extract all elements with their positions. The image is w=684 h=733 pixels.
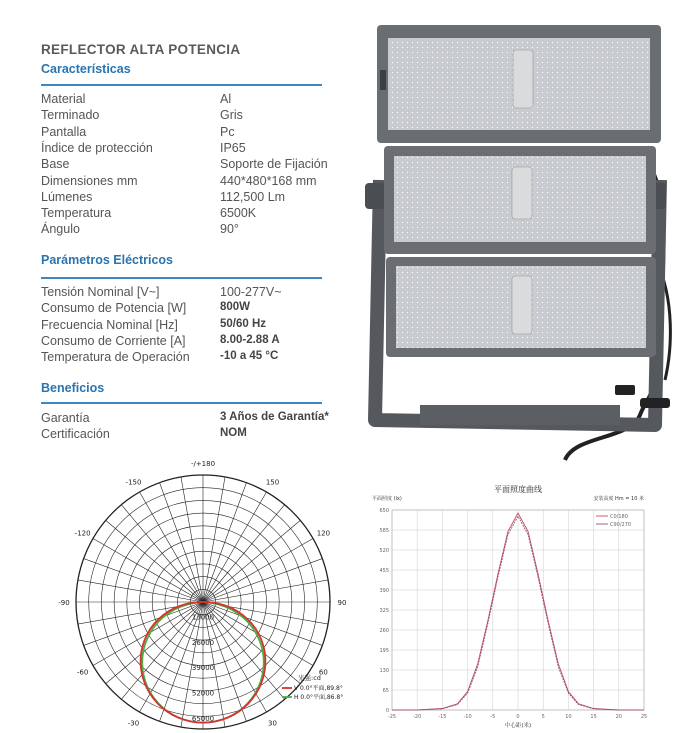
illum-ytick: 585 (379, 528, 389, 534)
polar-angle-label: 120 (316, 529, 331, 538)
illum-ylabel: 平面照度 (lx) (372, 496, 402, 502)
illum-xtick: -15 (438, 714, 447, 720)
illum-xtick: 5 (541, 714, 545, 720)
section-heading-beneficios: Beneficios (41, 381, 105, 395)
illum-xlabel: 中心距(米) (504, 723, 532, 729)
illum-ytick: 195 (379, 648, 389, 654)
polar-angle-label: 30 (268, 719, 277, 728)
spec-row (41, 301, 341, 317)
illum-xtick: -25 (387, 714, 397, 720)
spec-label: Dimensiones mm (41, 173, 138, 188)
spec-label: Tensión Nominal [V~] (41, 285, 160, 299)
polar-angle-label: -60 (76, 668, 89, 677)
illum-ytick: 455 (379, 568, 389, 574)
illum-xtick: -20 (413, 714, 422, 720)
spec-label: Consumo de Potencia [W] (41, 301, 187, 316)
spec-value: Al (220, 92, 232, 106)
illum-note: 安装高度 Hm = 10 米 (593, 496, 644, 502)
illum-xtick: 10 (565, 714, 572, 720)
illum-xtick: 20 (615, 714, 622, 720)
spec-label: Pantalla (41, 124, 87, 139)
spec-row (41, 427, 341, 443)
spec-row (41, 350, 341, 366)
product-title: REFLECTOR ALTA POTENCIA (41, 42, 241, 57)
section-divider (41, 84, 322, 86)
polar-unit-label: 光强:cd (298, 674, 321, 682)
polar-angle-label: -150 (125, 478, 142, 487)
spec-row (41, 174, 341, 190)
spec-row (41, 92, 341, 108)
section-divider (41, 402, 322, 404)
polar-angle-label: -90 (58, 599, 70, 607)
spec-label: Índice de protección (41, 140, 153, 155)
spec-value: Gris (220, 108, 243, 123)
illum-legend-label: C90/270 (610, 522, 632, 528)
illum-title: 平面照度曲线 (494, 485, 542, 494)
spec-value: 90° (220, 222, 239, 237)
spec-value: 440*480*168 mm (220, 173, 317, 188)
spec-row (41, 206, 341, 222)
illum-xtick: -5 (490, 714, 496, 720)
section-heading-caracteristicas: Características (41, 62, 131, 76)
spec-label: Garantía (41, 411, 90, 425)
spec-row (41, 125, 341, 141)
illum-xtick: 0 (516, 714, 520, 720)
polar-angle-label: 60 (318, 668, 328, 677)
polar-light-distribution-diagram (50, 455, 360, 733)
spec-label: Frecuencia Nominal [Hz] (41, 317, 178, 332)
spec-label: Terminado (41, 108, 100, 123)
polar-radial-label: 52000 (191, 689, 215, 698)
polar-radial-label: 39000 (191, 664, 215, 673)
spec-row (41, 411, 341, 427)
spec-value: -10 a 45 °C (220, 350, 279, 363)
spec-label: Ángulo (41, 222, 80, 237)
illuminance-curve-chart (368, 480, 664, 733)
illum-ytick: 0 (385, 708, 389, 714)
polar-radial-label: 26000 (191, 638, 215, 647)
spec-row (41, 318, 341, 334)
polar-legend-label: V 0.0°平面,89.8° (294, 685, 343, 692)
spec-label: Certificación (41, 427, 110, 442)
spec-row (41, 157, 341, 173)
spec-row (41, 190, 341, 206)
polar-radial-label: 65000 (191, 715, 215, 723)
floodlight-product-image (360, 20, 675, 480)
spec-value: IP65 (220, 140, 246, 155)
spec-label: Temperatura de Operación (41, 350, 190, 365)
polar-legend-label: H 0.0°平面,86.8° (294, 694, 344, 701)
spec-value: 3 Años de Garantía* (220, 411, 329, 423)
spec-label: Temperatura (41, 206, 112, 221)
polar-radial-label: 13000 (191, 613, 215, 622)
section-heading-electricos: Parámetros Eléctricos (41, 253, 174, 267)
polar-angle-label: -120 (74, 529, 91, 538)
spec-value: Pc (220, 124, 235, 139)
spec-value: 50/60 Hz (220, 317, 267, 330)
illum-ytick: 65 (382, 688, 389, 694)
spec-value: 100-277V~ (220, 285, 282, 299)
illum-ytick: 325 (379, 608, 389, 614)
spec-value: Soporte de Fijación (220, 157, 328, 172)
spec-label: Material (41, 92, 86, 106)
spec-value: 112,500 Lm (220, 189, 286, 204)
spec-value: NOM (220, 427, 247, 440)
spec-row (41, 334, 341, 350)
illum-ytick: 130 (379, 668, 389, 674)
spec-row (41, 222, 341, 238)
spec-label: Consumo de Corriente [A] (41, 333, 186, 348)
section-divider (41, 277, 322, 279)
spec-row (41, 108, 341, 124)
spec-row (41, 141, 341, 157)
polar-angle-label: 150 (265, 478, 280, 487)
spec-value: 8.00-2.88 A (220, 333, 280, 346)
illum-ytick: 260 (379, 628, 389, 634)
illum-ytick: 520 (379, 548, 389, 554)
illum-ytick: 650 (379, 508, 389, 514)
illum-legend-label: C0/180 (610, 514, 628, 520)
illum-xtick: -10 (463, 714, 472, 720)
spec-value: 6500K (220, 206, 257, 221)
illum-xtick: 15 (590, 714, 597, 720)
polar-angle-label: -/+180 (190, 460, 216, 468)
spec-label: Lúmenes (41, 189, 93, 204)
polar-angle-label: 90 (337, 599, 347, 607)
spec-value: 800W (220, 301, 251, 314)
spec-row (41, 285, 341, 301)
illum-xtick: 25 (640, 714, 648, 720)
spec-label: Base (41, 157, 70, 172)
polar-angle-label: -30 (127, 719, 140, 728)
illum-ytick: 390 (379, 588, 389, 594)
